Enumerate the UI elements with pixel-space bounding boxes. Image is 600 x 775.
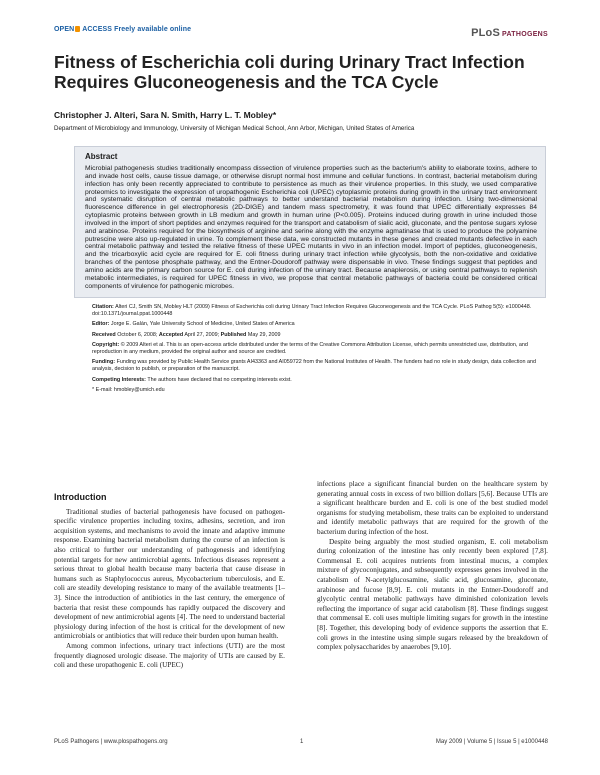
citation-label: Citation: — [92, 304, 114, 310]
article-title: Fitness of Escherichia coli during Urinary Tract Infection Requires Gluconeogenesis and the TCA Cycle — [54, 52, 525, 92]
intro-paragraph-2: Among common infections, urinary tract infections (UTI) are the most frequently diagnosed urologic disease. The majority of UTIs are caused by E. coli and these uropathogenic E. coli (UPEC) — [54, 641, 285, 670]
accepted-date: April 27, 2009; — [184, 331, 220, 338]
funding — [92, 359, 548, 373]
published-date: May 29, 2009 — [247, 331, 281, 338]
copyright — [92, 342, 548, 356]
funding-text: Funding was provided by Public Health Service grants AI43363 and AI059722 from the National Institutes of Health. The funders had no role in study design, data collection and analysis, decision to publish, or preparation of the manuscript. — [92, 359, 536, 373]
intro-heading: Introduction — [54, 492, 107, 502]
email-label: * E-mail: — [92, 386, 113, 393]
received-date: October 6, 2008; — [117, 331, 158, 338]
editor-text: Jorge E. Galán, Yale University School of Medicine, United States of America — [110, 321, 295, 328]
published-label: Published — [220, 331, 247, 338]
received-label: Received — [92, 331, 116, 338]
intro-paragraph-3: infections place a significant financial burden on the healthcare system by generating annual costs in excess of two billion dollars [5,6]. Because UTIs are a significant healthcare burden and E. coli is one of the best studied model organisms for studying metabolism, these traits can be exploited to understand and identify metabolic pathways that are required for the growth of the bacterium during infection of the host. — [317, 480, 548, 536]
authors: Christopher J. Alteri, Sara N. Smith, Harry L. T. Mobley* — [54, 110, 277, 120]
journal-header — [54, 23, 548, 39]
funding-label: Funding: — [92, 359, 116, 366]
abstract-box — [74, 146, 546, 298]
editor — [92, 321, 548, 328]
open-access-text: ACCESS Freely available online — [82, 26, 192, 33]
journal-logo — [471, 23, 548, 41]
right-column — [317, 480, 548, 653]
abstract-text: Microbial pathogenesis studies traditionally encompass dissection of virulence properties such as the bacterium's ability to elaborate toxins, adhere to and invade host cells, cause tissue damage, or otherwise disrupt normal host immune and cellular functions. In contrast, bacterial metabolism during infection has only been recently appreciated to contribute to persistence as much as their virulence properties. In this study, we used comparative proteomics to investigate the expression of uropathogenic Escherichia coli (UPEC) cytoplasmic proteins during growth in the urinary tract environment and systematic disruption of central metabolic pathways to better understand bacterial metabolism during infection. Using two-dimensional fluorescence difference in gel electrophoresis (2D-DIGE) and tandem mass spectrometry, it was found that UPEC differentially expresses 84 cytoplasmic proteins between growth in LB medium and growth in human urine (P<0.005). Proteins induced during growth in urine included those involved in the import of short peptides and enzymes required for the transport and catabolism of sialic acid, gluconate, and the pentose sugars xylose and arabinose. Proteins required for the biosynthesis of arginine and serine along with the enzyme agmatinase that is used to produce the polyamine putrescine were also up-regulated in urine. To complement these data, we constructed mutants in these genes and created mutants defective in each central metabolic pathway and tested the relative fitness of these UPEC mutants in vivo in an infection model. Import of peptides, gluconeogenesis, and the tricarboxylic acid cycle are required for E. coli fitness during urinary tract infection while glycolysis, both the non-oxidative and oxidative branches of the pentose phosphate pathway, and the Entner-Doudoroff pathway were dispensable in vivo. These findings suggest that peptides and amino acids are the primary carbon source for E. coli during infection of the urinary tract. Because anaplerosis, or using central pathways to replenish metabolic intermediates, is required for UPEC fitness in vivo, we propose that central metabolic pathways of bacteria could be considered critical components of virulence for pathogenic microbes. — [85, 165, 537, 290]
copyright-text: © 2009 Alteri et al. This is an open-access article distributed under the terms of the Creative Commons Attribution License, which permits unrestricted use, distribution, and reproduction in any medium, provided the original author and source are credited. — [92, 341, 528, 356]
affiliation: Department of Microbiology and Immunology, University of Michigan Medical School, Ann Arbor, Michigan, United States of America — [54, 125, 415, 132]
email — [92, 387, 548, 394]
citation-text: Alteri CJ, Smith SN, Mobley HLT (2009) Fitness of Escherichia coli during Urinary Tract Infection Requires Gluconeogenesis and the TCA Cycle. PLoS Pathog 5(5): e1000448. doi:10.1371/journal.ppat.1000448 — [92, 304, 532, 318]
email-link[interactable]: hmobley@umich.edu — [113, 386, 165, 393]
competing-interests — [92, 377, 548, 384]
intro-paragraph-4: Despite being arguably the most studied organism, E. coli metabolism during colonization of the intestine has only recently been explored [7,8]. Commensal E. coli acquires nutrients from intestinal mucus, a complex mixture of glycoconjugates, and subsequently expresses genes involved in the catabolism of N-acetylglucosamine, sialic acid, glucosamine, gluconate, arabinose and fucose [8,9]. E. coli mutants in the Entner-Doudoroff and glycolytic central metabolic pathways have diminished colonization levels reflecting the importance of sugar acid catabolism [8]. These findings suggest that commensal E. coli uses multiple limiting sugars for growth in the intestine [8]. Together, this developing body of evidence supports the assertion that E. coli grows in the intestine using simple sugars released by the breakdown of complex polysaccharides by anaerobes [9,10]. — [317, 537, 548, 652]
article-metadata — [92, 304, 548, 397]
abstract-heading: Abstract — [85, 152, 118, 161]
editor-label: Editor: — [92, 321, 110, 328]
open-lock-icon — [75, 26, 80, 32]
left-column — [54, 482, 285, 671]
logo-journal: PATHOGENS — [502, 31, 548, 38]
footer-journal[interactable]: PLoS Pathogens | www.plospathogens.org — [54, 739, 168, 745]
intro-paragraph-1: Traditional studies of bacterial pathogenesis have focused on pathogen-specific virulence properties including toxins, adhesins, secretion, and iron acquisition systems, and mechanisms to avoid the innate and adaptive immune response. Examining bacterial metabolism during the course of an infection is also critical to further our understanding of pathogenesis and identifying potential targets for new antimicrobial agents. Infectious diseases represent a serious threat to global health because many bacteria that cause disease in humans such as Staphylococcus aureus, Mycobacterium tuberculosis, and E. coli are steadily developing resistance to many of the available treatments [1–3]. Since the introduction of antibiotics in the last century, the emergence of bacteria that resist these compounds has rapidly outpaced the discovery and development of new antimicrobial agents [4]. The need to understand bacterial physiology during infection of the host is critical for the development of new antimicrobials or antibiotics that will reduce their burden upon human health. — [54, 507, 285, 641]
interests-label: Competing Interests: — [92, 376, 146, 383]
logo-plos: PLoS — [471, 27, 500, 39]
footer-issue: May 2009 | Volume 5 | Issue 5 | e1000448 — [435, 739, 548, 745]
page-number: 1 — [300, 739, 304, 745]
open-access-label — [54, 26, 191, 33]
accepted-label: Accepted — [158, 331, 184, 338]
open-access-word: OPEN — [54, 26, 75, 33]
dates — [92, 332, 548, 339]
interests-text: The authors have declared that no competing interests exist. — [147, 376, 292, 383]
copyright-label: Copyright: — [92, 341, 120, 348]
citation — [92, 304, 548, 318]
